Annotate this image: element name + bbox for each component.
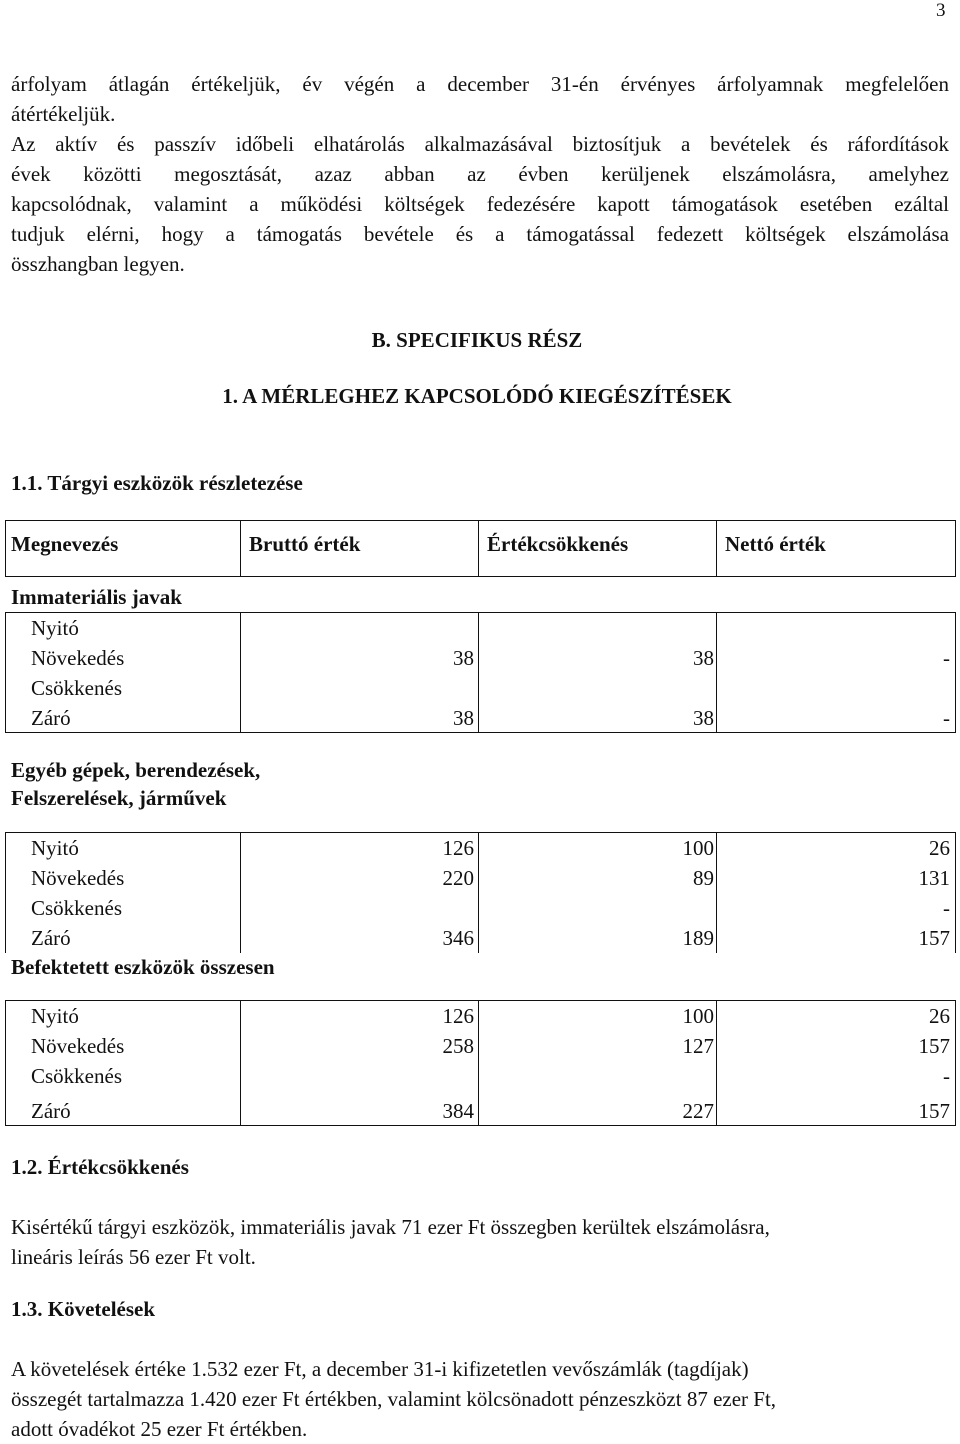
row-label: Nyitó	[31, 1004, 79, 1028]
row-label: Nyitó	[31, 616, 79, 640]
netto-value: 26	[929, 836, 950, 860]
text-line: A követelések értéke 1.532 ezer Ft, a december 31-i kifizetetlen vevőszámlák (tagdíjak)	[11, 1357, 749, 1381]
netto-value: -	[943, 1064, 950, 1088]
netto-value: 131	[918, 866, 950, 890]
table-rule	[5, 832, 6, 953]
table-rule	[5, 576, 956, 577]
subsection-1-1-heading: 1.1. Tárgyi eszközök részletezése	[11, 471, 303, 495]
row-label: Csökkenés	[31, 1064, 122, 1088]
row-label: Záró	[31, 926, 71, 950]
table-rule	[478, 832, 479, 953]
brutto-value: 258	[442, 1034, 474, 1058]
netto-value: 26	[929, 1004, 950, 1028]
netto-value: 157	[918, 1099, 950, 1123]
row-label: Növekedés	[31, 646, 125, 670]
text-line: évek közötti megosztását, azaz abban az évben kerüljenek elszámolásra, amelyhez	[11, 162, 949, 186]
table-rule	[5, 1000, 6, 1126]
netto-value: -	[943, 896, 950, 920]
group-title: Felszerelések, járművek	[11, 786, 227, 810]
row-label: Csökkenés	[31, 896, 122, 920]
subsection-1-2-heading: 1.2. Értékcsökkenés	[11, 1155, 189, 1179]
text-line: Az aktív és passzív időbeli elhatárolás alkalmazásával biztosítjuk a bevételek és ráfordítások	[11, 132, 949, 156]
row-label: Növekedés	[31, 1034, 125, 1058]
group-title: Egyéb gépek, berendezések,	[11, 758, 261, 782]
text-line: átértékeljük.	[11, 102, 116, 126]
brutto-value: 346	[442, 926, 474, 950]
table-rule	[716, 520, 717, 577]
ecs-value: 38	[693, 646, 714, 670]
table-rule	[478, 612, 479, 733]
brutto-value: 126	[442, 836, 474, 860]
header-ertekcsokkenes: Értékcsökkenés	[487, 532, 629, 556]
table-rule	[955, 612, 956, 733]
text-line: lineáris leírás 56 ezer Ft volt.	[11, 1245, 256, 1269]
row-label: Növekedés	[31, 866, 125, 890]
ecs-value: 38	[693, 706, 714, 730]
header-netto: Nettó érték	[725, 532, 826, 556]
section-title: B. SPECIFIKUS RÉSZ	[371, 328, 583, 352]
table-rule	[5, 520, 956, 521]
row-label: Záró	[31, 1099, 71, 1123]
table-rule	[240, 520, 241, 577]
ecs-value: 189	[682, 926, 714, 950]
table-rule	[5, 520, 6, 577]
table-rule	[478, 1000, 479, 1126]
intro-paragraph	[11, 69, 949, 279]
paragraph-1-3	[11, 1354, 949, 1444]
ecs-value: 100	[682, 1004, 714, 1028]
brutto-value: 126	[442, 1004, 474, 1028]
group-title: Befektetett eszközök összesen	[11, 955, 275, 979]
table-rule	[5, 612, 956, 613]
paragraph-1-2	[11, 1212, 949, 1272]
brutto-value: 220	[442, 866, 474, 890]
text-line: összhangban legyen.	[11, 252, 185, 276]
netto-value: -	[943, 646, 950, 670]
table-rule	[955, 1000, 956, 1126]
netto-value: -	[943, 706, 950, 730]
ecs-value: 89	[693, 866, 714, 890]
netto-value: 157	[918, 1034, 950, 1058]
text-line: tudjuk elérni, hogy a támogatás bevétele és a támogatással fedezett költségek elszámolása	[11, 222, 949, 246]
text-line: összegét tartalmazza 1.420 ezer Ft értékben, valamint kölcsönadott pénzeszközt 87 ezer Ft,	[11, 1387, 777, 1411]
table-rule	[955, 520, 956, 577]
row-label: Nyitó	[31, 836, 79, 860]
brutto-value: 38	[453, 646, 474, 670]
subsection-1-3-heading: 1.3. Követelések	[11, 1297, 156, 1321]
ecs-value: 100	[682, 836, 714, 860]
table-rule	[716, 612, 717, 733]
header-brutto: Bruttó érték	[249, 532, 361, 556]
row-label: Záró	[31, 706, 71, 730]
table-rule	[478, 520, 479, 577]
brutto-value: 384	[442, 1099, 474, 1123]
ecs-value: 127	[682, 1034, 714, 1058]
header-megnevezes: Megnevezés	[11, 532, 119, 556]
text-line: adott óvadékot 25 ezer Ft értékben.	[11, 1417, 308, 1441]
ecs-value: 227	[682, 1099, 714, 1123]
netto-value: 157	[918, 926, 950, 950]
chapter-title: 1. A MÉRLEGHEZ KAPCSOLÓDÓ KIEGÉSZÍTÉSEK	[222, 384, 732, 408]
text-line: árfolyam átlagán értékeljük, év végén a december 31-én érvényes árfolyamnak megfelelően	[11, 72, 949, 96]
group-title: Immateriális javak	[11, 585, 182, 609]
brutto-value: 38	[453, 706, 474, 730]
table-rule	[716, 1000, 717, 1126]
page-number: 3	[936, 0, 946, 21]
row-label: Csökkenés	[31, 676, 122, 700]
text-line: Kisértékű tárgyi eszközök, immateriális javak 71 ezer Ft összegben kerültek elszámolásra,	[11, 1215, 770, 1239]
table-rule	[955, 832, 956, 953]
table-rule	[5, 612, 6, 733]
text-line: kapcsolódnak, valamint a működési költségek fedezésére kapott támogatások esetében ezáltal	[11, 192, 949, 216]
table-rule	[716, 832, 717, 953]
